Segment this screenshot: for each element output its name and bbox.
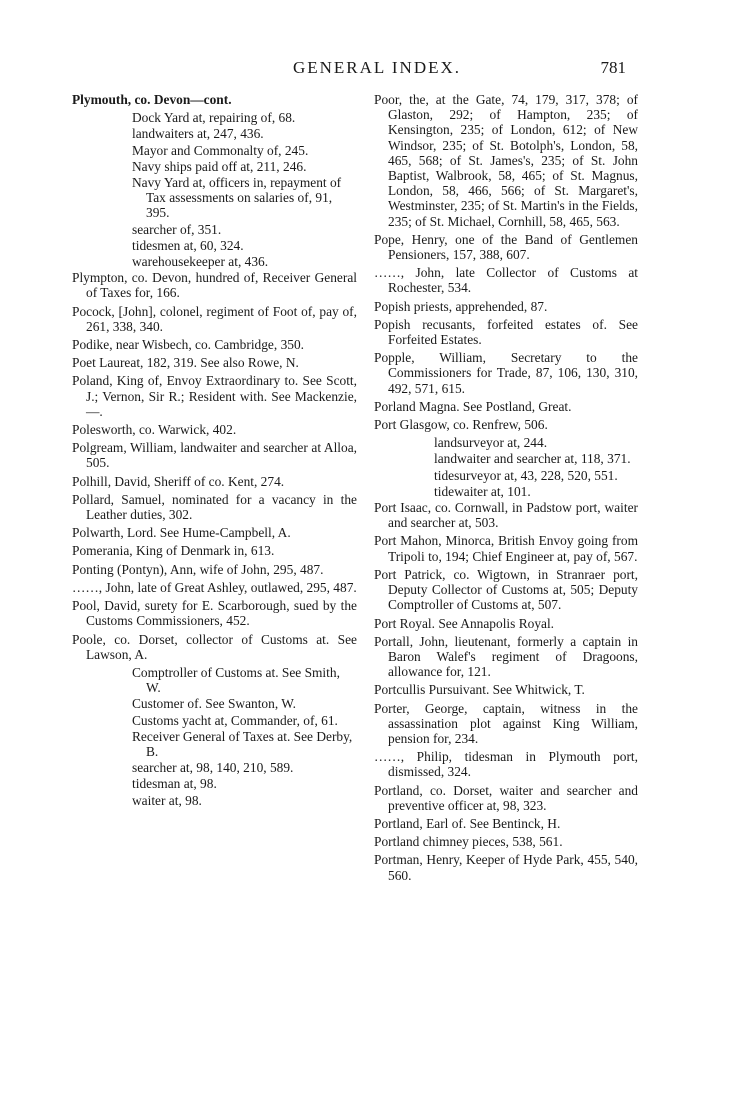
index-entry: Polesworth, co. Warwick, 402.: [72, 422, 237, 438]
index-subentry: Receiver General of Taxes at. See Derby, B.: [132, 728, 353, 759]
index-subentry: tidesmen at, 60, 324.: [132, 237, 244, 253]
index-entry: Port Glasgow, co. Renfrew, 506.: [374, 417, 548, 433]
index-entry: Pocock, [John], colonel, regiment of Foot of, pay of, 261, 338, 340.: [72, 303, 357, 334]
index-subentry: Customer of. See Swanton, W.: [132, 696, 297, 712]
index-entry: ……, Philip, tidesman in Plymouth port, dismissed, 324.: [374, 749, 638, 780]
index-entry: Ponting (Pontyn), Ann, wife of John, 295, 487.: [72, 561, 324, 577]
index-subentry: warehousekeeper at, 436.: [132, 254, 269, 270]
index-entry: Port Royal. See Annapolis Royal.: [374, 615, 555, 631]
index-entry: Portland chimney pieces, 538, 561.: [374, 834, 563, 850]
index-subentry: Customs yacht at, Commander, of, 61.: [132, 712, 338, 728]
index-entry: ……, John, late Collector of Customs at Rochester, 534.: [374, 265, 638, 296]
index-subentry: waiter at, 98.: [132, 792, 202, 808]
index-subentry: tidewaiter at, 101.: [434, 483, 531, 499]
index-entry: Portall, John, lieutenant, formerly a captain in Baron Walef's regiment of Dragoons, allowance for, 121.: [374, 633, 638, 680]
index-entry: Plymouth, co. Devon—cont.: [72, 92, 232, 107]
page-title: GENERAL INDEX.: [292, 58, 462, 77]
index-subentry: searcher at, 98, 140, 210, 589.: [132, 760, 294, 776]
index-entry: Port Isaac, co. Cornwall, in Padstow port, waiter and searcher at, 503.: [374, 500, 638, 531]
index-subentry: landwaiter and searcher at, 118, 371.: [434, 451, 631, 467]
index-entry: Polhill, David, Sheriff of co. Kent, 274.: [72, 473, 285, 489]
index-subentry: Comptroller of Customs at. See Smith, W.: [132, 664, 340, 696]
index-subentry: tidesman at, 98.: [132, 776, 217, 792]
index-entry: Port Patrick, co. Wigtown, in Stranraer port, Deputy Collector of Customs at, 505; Deputy Comptroller of Customs at, 507.: [374, 566, 638, 613]
index-subentry: tidesurveyor at, 43, 228, 520, 551.: [434, 467, 618, 483]
index-entry: Poor, the, at the Gate, 74, 179, 317, 378; of Glaston, 292; of Hampton, 235; of Kensington, 235; of London, 612; of New Windsor, 235; of St. Botolph's, London, 58, 465, 568; of St. James's, 235; of St. John Baptist, Walbrook, 58, 465; of St. Magnus, London, 58, 466, 566; of St. Margaret's, Westminster, 235; of St. Martin's in the Fields, 235; of St. Michael, Cornhill, 58, 465, 563.: [374, 92, 638, 229]
index-entry: ……, John, late of Great Ashley, outlawed, 295, 487.: [72, 579, 357, 595]
index-entry: Pool, David, surety for E. Scarborough, sued by the Customs Commissioners, 452.: [72, 598, 357, 629]
right-column: [374, 92, 638, 886]
index-entry: Portcullis Pursuivant. See Whitwick, T.: [374, 682, 585, 698]
index-entry: Poole, co. Dorset, collector of Customs at. See Lawson, A.: [72, 631, 357, 662]
page-number: 781: [600, 58, 626, 77]
index-entry: Polgream, William, landwaiter and searcher at Alloa, 505.: [72, 440, 357, 471]
index-entry: Portland, co. Dorset, waiter and searcher and preventive officer at, 98, 323.: [374, 782, 638, 813]
index-entry: Popish recusants, forfeited estates of. See Forfeited Estates.: [374, 316, 638, 348]
index-entry: Podike, near Wisbech, co. Cambridge, 350.: [72, 337, 305, 353]
index-entry: Port Mahon, Minorca, British Envoy going from Tripoli to, 194; Chief Engineer at, pay of, 567.: [374, 533, 638, 564]
index-subentry: Dock Yard at, repairing of, 68.: [132, 110, 296, 126]
index-entry: Plympton, co. Devon, hundred of, Receiver General of Taxes for, 166.: [72, 270, 357, 301]
index-entry: Portland, Earl of. See Bentinck, H.: [374, 815, 561, 831]
index-entry: Porland Magna. See Postland, Great.: [374, 398, 572, 414]
left-column: [72, 92, 357, 809]
index-entry: Poland, King of, Envoy Extraordinary to. See Scott, J.; Vernon, Sir R.; Resident with. See Mackenzie, —.: [72, 373, 357, 419]
index-entry: Popish priests, apprehended, 87.: [374, 298, 548, 314]
index-subentry: landwaiters at, 247, 436.: [132, 126, 264, 142]
index-subentry: Navy ships paid off at, 211, 246.: [132, 158, 307, 174]
index-subentry: Mayor and Commonalty of, 245.: [132, 142, 309, 158]
index-entry: Pollard, Samuel, nominated for a vacancy in the Leather duties, 302.: [72, 491, 357, 523]
index-subentry: Navy Yard at, officers in, repayment of Tax assessments on salaries of, 91, 395.: [132, 175, 342, 221]
index-entry: Pope, Henry, one of the Band of Gentlemen Pensioners, 157, 388, 607.: [374, 231, 638, 263]
index-entry: Portman, Henry, Keeper of Hyde Park, 455, 540, 560.: [374, 852, 638, 883]
index-subentry: searcher of, 351.: [132, 221, 222, 237]
index-subentry: landsurveyor at, 244.: [434, 435, 548, 451]
index-entry: Popple, William, Secretary to the Commissioners for Trade, 87, 106, 130, 310, 492, 571, 615.: [374, 350, 638, 396]
index-entry: Polwarth, Lord. See Hume-Campbell, A.: [72, 525, 291, 541]
index-entry: Porter, George, captain, witness in the assassination plot against King William, pension for, 234.: [374, 700, 638, 746]
index-entry: Poet Laureat, 182, 319. See also Rowe, N.: [72, 355, 299, 371]
index-entry: Pomerania, King of Denmark in, 613.: [72, 543, 275, 559]
